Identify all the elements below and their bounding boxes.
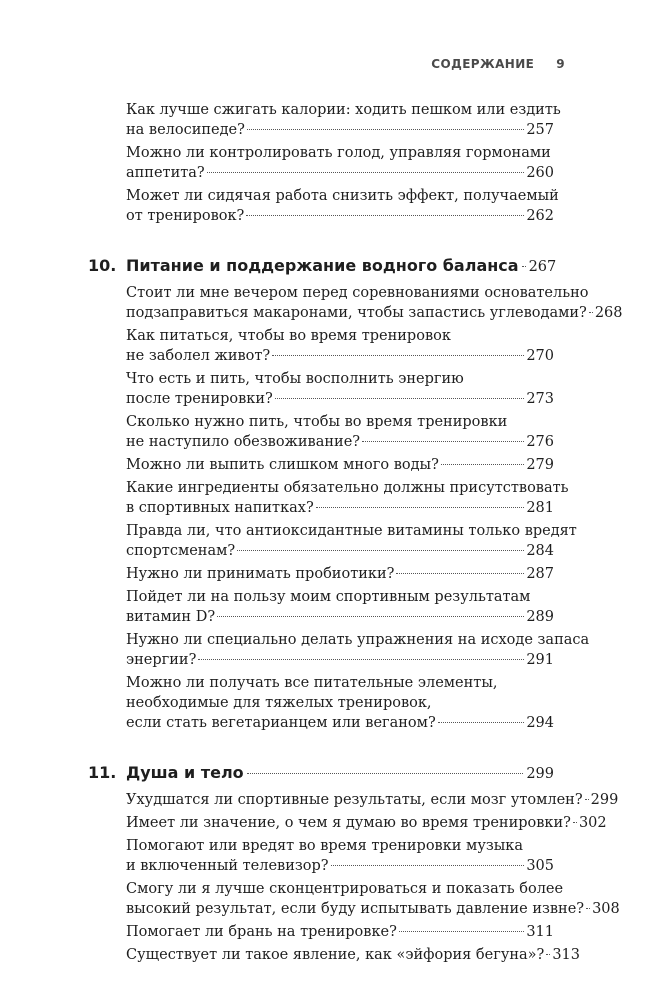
chapter-page-number: 299 [526, 766, 554, 782]
dot-leader [441, 464, 524, 465]
toc-entry[interactable] [126, 186, 559, 226]
page-number: 9 [556, 57, 565, 71]
toc-entry[interactable] [126, 369, 554, 409]
running-head-section: СОДЕРЖАНИЕ [431, 57, 535, 71]
dot-leader [247, 129, 524, 130]
toc-entry[interactable] [126, 143, 554, 183]
entry-text-line: Нужно ли специально делать упражнения на исходе запаса [126, 632, 590, 648]
dot-leader [362, 441, 524, 442]
entry-text: Ухудшатся ли спортивные результаты, если мозг утомлен? [126, 792, 583, 808]
entry-text-line: Смогу ли я лучше сконцентрироваться и показать более [126, 881, 564, 897]
entry-text-line: Что есть и пить, чтобы восполнить энергию [126, 371, 464, 387]
entry-page-number: 313 [552, 947, 580, 963]
entry-page-number: 276 [526, 434, 554, 450]
chapter-number: 11. [88, 763, 117, 782]
entry-text-line: Правда ли, что антиоксидантные витамины только вредят [126, 523, 577, 539]
toc-entry[interactable] [126, 283, 623, 323]
toc-entry[interactable] [126, 564, 554, 584]
dot-leader [246, 215, 524, 216]
entry-last-line [126, 790, 619, 810]
entry-last-line [126, 922, 554, 942]
toc-entry[interactable] [126, 478, 569, 518]
dot-leader [198, 659, 524, 660]
dot-leader [316, 507, 525, 508]
dot-leader [585, 799, 589, 800]
entry-last-line [126, 813, 607, 833]
dot-leader [589, 312, 593, 313]
entry-text-line: Как лучше сжигать калории: ходить пешком или ездить [126, 102, 561, 118]
entry-text-line: Можно ли контролировать голод, управляя гормонами [126, 145, 551, 161]
dot-leader [217, 616, 524, 617]
toc-entry[interactable] [126, 790, 619, 810]
entry-page-number: 273 [526, 391, 554, 407]
entry-last-line [126, 163, 554, 183]
entry-text: спортсменам? [126, 543, 236, 559]
toc-entry[interactable] [126, 455, 554, 475]
dot-leader [396, 573, 524, 574]
entry-last-line [126, 303, 623, 323]
entry-page-number: 308 [592, 901, 620, 917]
entry-page-number: 294 [526, 715, 554, 731]
toc-entry[interactable] [126, 326, 554, 366]
toc-entry[interactable] [126, 521, 577, 561]
entry-page-number: 302 [578, 815, 607, 831]
entry-text: не наступило обезвоживание? [126, 434, 361, 450]
entry-text-line: необходимые для тяжелых тренировок, [126, 695, 432, 711]
chapter-title: Душа и тело [126, 763, 244, 782]
entry-last-line [126, 541, 554, 561]
entry-last-line [126, 389, 554, 409]
chapter-page-number: 267 [528, 259, 557, 275]
entry-text: высокий результат, если буду испытывать давление извне? [126, 901, 585, 917]
toc-entry[interactable] [126, 673, 554, 733]
entry-text-line: Сколько нужно пить, чтобы во время тренировки [126, 414, 508, 430]
entry-last-line [126, 856, 554, 876]
toc-entry[interactable] [126, 879, 620, 919]
entry-text: Имеет ли значение, о чем я думаю во время тренировки? [126, 815, 571, 831]
entry-page-number: 311 [526, 924, 554, 940]
entry-last-line [126, 346, 554, 366]
dot-leader [546, 954, 550, 955]
entry-last-line [126, 713, 554, 733]
entry-last-line [126, 564, 554, 584]
entry-page-number: 305 [526, 858, 554, 874]
entry-text: витамин D? [126, 609, 216, 625]
entry-text: и включенный телевизор? [126, 858, 329, 874]
dot-leader [207, 172, 525, 173]
entry-page-number: 281 [526, 500, 554, 516]
entry-text: после тренировки? [126, 391, 273, 407]
entry-page-number: 270 [526, 348, 554, 364]
entry-page-number: 299 [590, 792, 619, 808]
toc-entry[interactable] [126, 813, 607, 833]
entry-text: аппетита? [126, 165, 205, 181]
dot-leader [247, 773, 524, 774]
entry-text: энергии? [126, 652, 197, 668]
running-head [431, 57, 565, 71]
entry-page-number: 279 [526, 457, 554, 473]
entry-text: Помогает ли брань на тренировке? [126, 924, 397, 940]
chapter-number: 10. [88, 256, 117, 275]
entry-page-number: 287 [526, 566, 554, 582]
entry-text-line: Можно ли получать все питательные элементы, [126, 675, 498, 691]
entry-page-number: 284 [526, 543, 554, 559]
dot-leader [237, 550, 524, 551]
dot-leader [275, 398, 525, 399]
dot-leader [573, 822, 577, 823]
entry-text-line: Может ли сидячая работа снизить эффект, получаемый [126, 188, 559, 204]
dot-leader [438, 722, 525, 723]
chapter-title: Питание и поддержание водного баланса [126, 256, 519, 275]
toc-entry[interactable] [126, 836, 554, 876]
dot-leader [331, 865, 525, 866]
entry-text: если стать вегетарианцем или веганом? [126, 715, 436, 731]
entry-last-line [126, 120, 554, 140]
entry-page-number: 257 [526, 122, 554, 138]
toc-entry[interactable] [126, 100, 561, 140]
entry-text-line: Пойдет ли на пользу моим спортивным результатам [126, 589, 531, 605]
entry-text: Нужно ли принимать пробиотики? [126, 566, 395, 582]
entry-page-number: 289 [526, 609, 554, 625]
entry-text: не заболел живот? [126, 348, 271, 364]
entry-text: Можно ли выпить слишком много воды? [126, 457, 439, 473]
entry-text-line: Какие ингредиенты обязательно должны присутствовать [126, 480, 569, 496]
entry-last-line [126, 607, 554, 627]
toc-entry[interactable] [126, 412, 554, 452]
entry-last-line [126, 498, 554, 518]
chapter-heading[interactable] [88, 255, 557, 278]
toc-entry[interactable] [126, 630, 590, 670]
entry-page-number: 260 [526, 165, 554, 181]
entry-page-number: 268 [594, 305, 623, 321]
toc-entry[interactable] [126, 945, 580, 965]
dot-leader [522, 266, 526, 267]
chapter-heading[interactable] [88, 762, 554, 785]
entry-last-line [126, 455, 554, 475]
dot-leader [272, 355, 524, 356]
entry-last-line [126, 650, 554, 670]
dot-leader [399, 931, 524, 932]
entry-last-line [126, 945, 580, 965]
entry-text: на велосипеде? [126, 122, 245, 138]
entry-text-line: Как питаться, чтобы во время тренировок [126, 328, 451, 344]
entry-text: подзаправиться макаронами, чтобы запастись углеводами? [126, 305, 587, 321]
entry-text-line: Стоит ли мне вечером перед соревнованиями основательно [126, 285, 589, 301]
entry-text: Существует ли такое явление, как «эйфория бегуна»? [126, 947, 545, 963]
entry-text: в спортивных напитках? [126, 500, 314, 516]
entry-last-line [126, 432, 554, 452]
dot-leader [586, 908, 590, 909]
entry-text: от тренировок? [126, 208, 245, 224]
entry-last-line [126, 899, 620, 919]
entry-page-number: 262 [526, 208, 554, 224]
entry-page-number: 291 [526, 652, 554, 668]
entry-text-line: Помогают или вредят во время тренировки музыка [126, 838, 524, 854]
toc-entry[interactable] [126, 587, 554, 627]
toc-entry[interactable] [126, 922, 554, 942]
entry-last-line [126, 206, 554, 226]
